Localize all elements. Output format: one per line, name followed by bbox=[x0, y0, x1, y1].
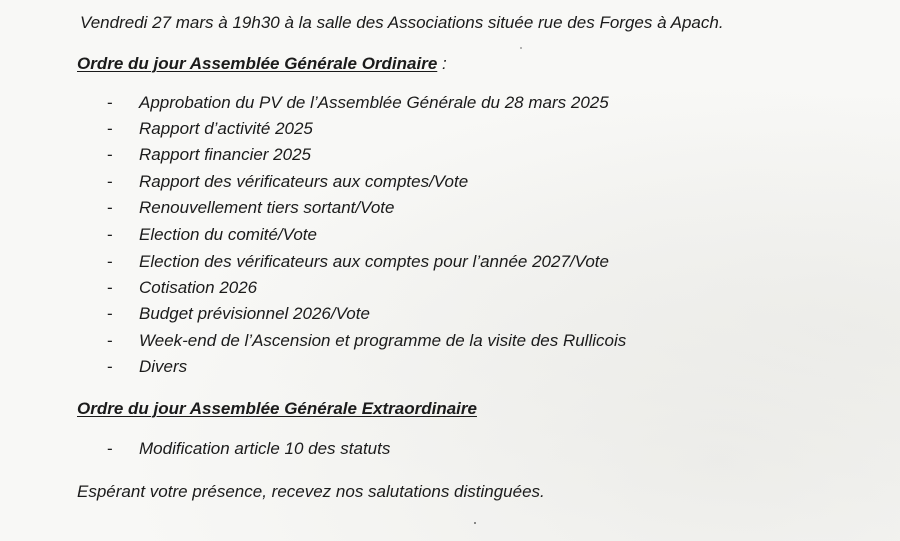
bullet-dash: - bbox=[107, 439, 113, 458]
egm-heading: Ordre du jour Assemblée Générale Extraordinaire bbox=[77, 399, 477, 418]
agenda-item-text: Approbation du PV de l’Assemblée Générale du 28 mars 2025 bbox=[139, 93, 609, 112]
bullet-dash: - bbox=[107, 278, 113, 297]
agenda-item-text: Rapport d’activité 2025 bbox=[139, 119, 313, 138]
bullet-dash: - bbox=[107, 304, 113, 323]
agenda-item-text: Budget prévisionnel 2026/Vote bbox=[139, 304, 370, 323]
bullet-dash: - bbox=[107, 252, 113, 271]
agm-heading: Ordre du jour Assemblée Générale Ordinaire bbox=[77, 54, 438, 73]
bullet-dash: - bbox=[107, 225, 113, 244]
agenda-item-text: Renouvellement tiers sortant/Vote bbox=[139, 198, 395, 217]
agenda-item-text: Divers bbox=[139, 357, 188, 376]
agenda-item-text: Cotisation 2026 bbox=[139, 278, 258, 297]
closing-sentence: Espérant votre présence, recevez nos salutations distinguées. bbox=[77, 482, 545, 501]
bullet-dash: - bbox=[107, 145, 113, 164]
agenda-item-text: Week-end de l’Ascension et programme de la visite des Rullicois bbox=[139, 331, 627, 350]
paper-speck bbox=[520, 47, 522, 49]
bullet-dash: - bbox=[107, 93, 113, 112]
agm-heading-line bbox=[77, 54, 447, 74]
paper-speck bbox=[474, 522, 476, 524]
agenda-item-text: Rapport des vérificateurs aux comptes/Vote bbox=[139, 172, 469, 191]
agenda-item-text: Election du comité/Vote bbox=[139, 225, 317, 244]
agenda-item-text: Rapport financier 2025 bbox=[139, 145, 312, 164]
agm-heading-suffix: : bbox=[437, 54, 447, 73]
agenda-item-text: Election des vérificateurs aux comptes pour l’année 2027/Vote bbox=[139, 252, 609, 271]
meeting-intro: Vendredi 27 mars à 19h30 à la salle des Associations située rue des Forges à Apach. bbox=[80, 13, 724, 32]
bullet-dash: - bbox=[107, 172, 113, 191]
bullet-dash: - bbox=[107, 331, 113, 350]
agenda-item-text: Modification article 10 des statuts bbox=[139, 439, 391, 458]
bullet-dash: - bbox=[107, 119, 113, 138]
bullet-dash: - bbox=[107, 357, 113, 376]
bullet-dash: - bbox=[107, 198, 113, 217]
